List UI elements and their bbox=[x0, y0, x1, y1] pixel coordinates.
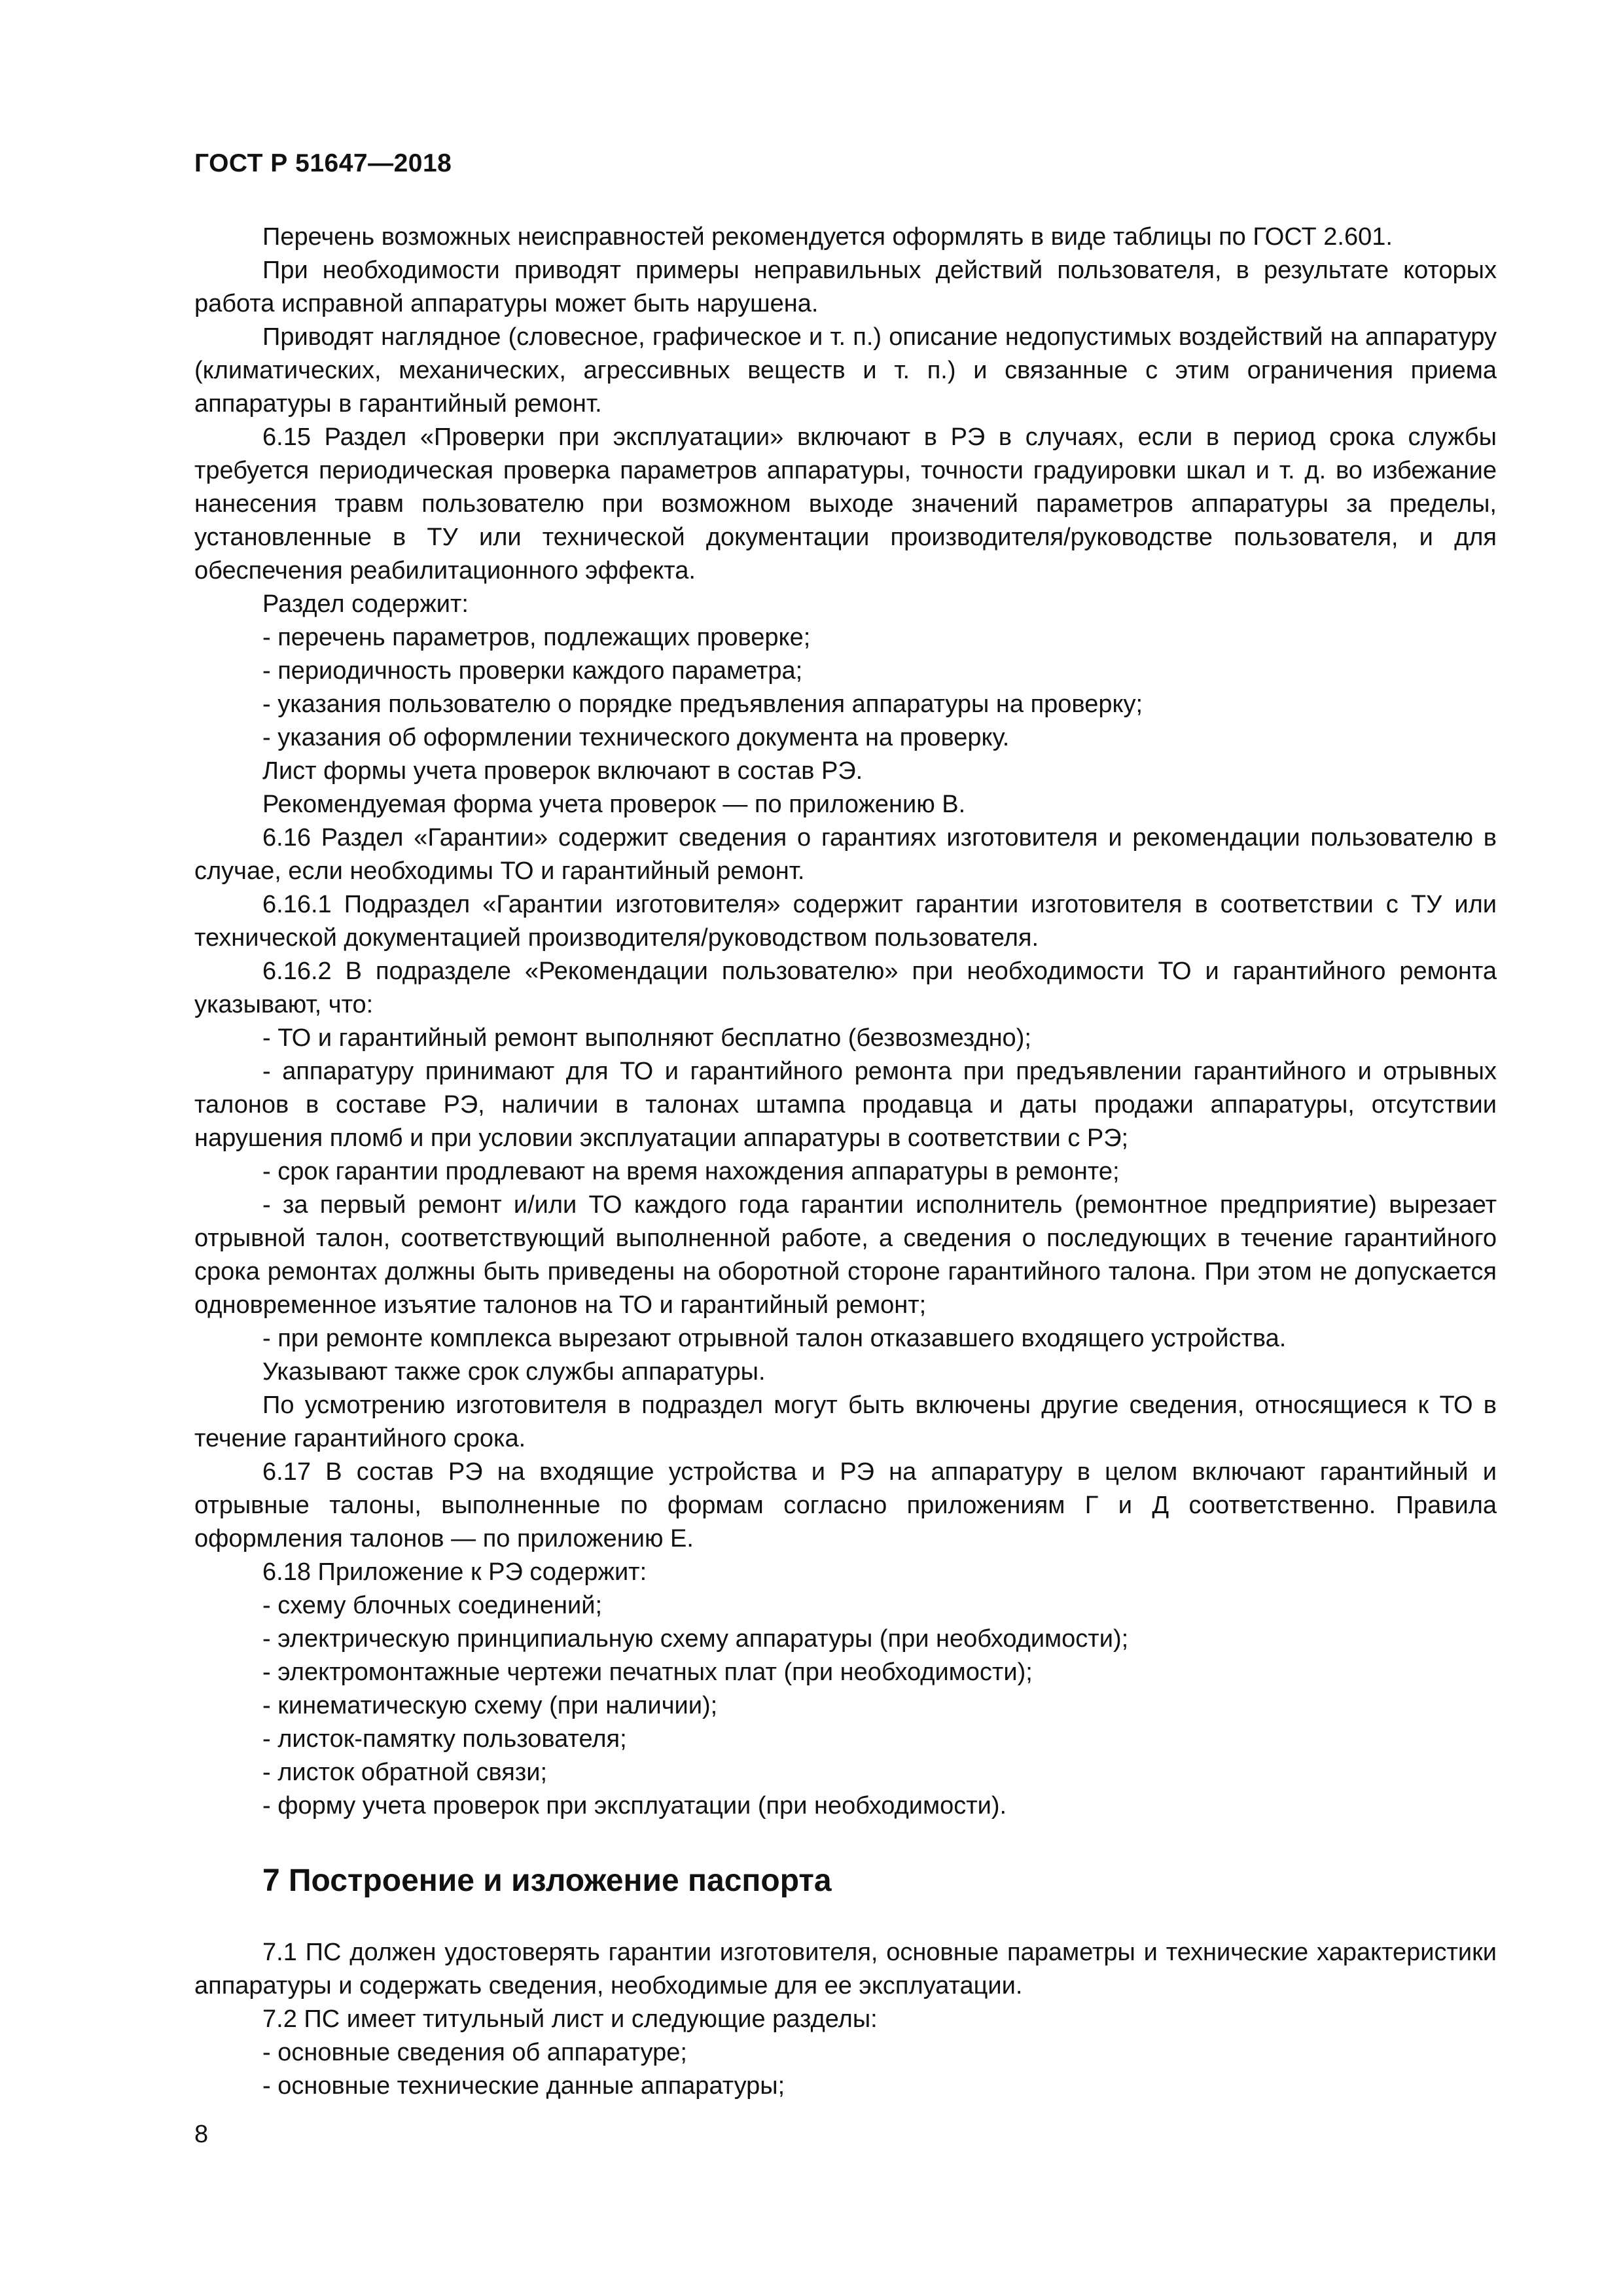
paragraph: 7.1 ПС должен удостоверять гарантии изготовителя, основные параметры и технические характеристики аппаратуры и содержать сведения, необходимые для ее эксплуатации. bbox=[194, 1939, 1497, 2000]
list-item: - схему блочных соединений; bbox=[262, 1592, 603, 1619]
paragraph: 7.2 ПС имеет титульный лист и следующие разделы: bbox=[262, 2005, 878, 2033]
list-item: - кинематическую схему (при наличии); bbox=[262, 1692, 718, 1719]
list-item: - за первый ремонт и/или ТО каждого года гарантии исполнитель (ремонтное предприятие) вырезает отрывной талон, соответствующий выполненной работе, а сведения о последующих в течение гарантийного срока ремонтах должны быть приведены на оборотной стороне гарантийного талона. При этом не допускается одновременное изъятие талонов на ТО и гарантийный ремонт; bbox=[194, 1191, 1497, 1319]
paragraph: По усмотрению изготовителя в подраздел могут быть включены другие сведения, относящиеся к ТО в течение гарантийного срока. bbox=[194, 1391, 1497, 1452]
paragraph: Перечень возможных неисправностей рекомендуется оформлять в виде таблицы по ГОСТ 2.601. bbox=[262, 223, 1393, 251]
standard-code: ГОСТ Р 51647—2018 bbox=[194, 149, 452, 177]
list-item: - указания об оформлении технического документа на проверку. bbox=[262, 724, 1010, 751]
paragraph: Указывают также срок службы аппаратуры. bbox=[262, 1358, 766, 1386]
section-heading: 7 Построение и изложение паспорта bbox=[262, 1863, 832, 1898]
list-item: - ТО и гарантийный ремонт выполняют бесплатно (безвозмездно); bbox=[262, 1024, 1031, 1052]
paragraph: 6.16.2 В подразделе «Рекомендации пользователю» при необходимости ТО и гарантийного ремонта указывают, что: bbox=[194, 958, 1497, 1018]
list-item: - электрическую принципиальную схему аппаратуры (при необходимости); bbox=[262, 1625, 1129, 1653]
paragraph: Лист формы учета проверок включают в состав РЭ. bbox=[262, 757, 863, 785]
list-item: - форму учета проверок при эксплуатации (при необходимости). bbox=[262, 1792, 1007, 1820]
list-item: - аппаратуру принимают для ТО и гарантийного ремонта при предъявлении гарантийного и отрывных талонов в составе РЭ, наличии в талонах штампа продавца и даты продажи аппаратуры, отсутствии нарушения пломб и при условии эксплуатации аппаратуры в соответствии с РЭ; bbox=[194, 1058, 1497, 1152]
paragraph: Рекомендуемая форма учета проверок — по приложению В. bbox=[262, 791, 966, 818]
list-item: - при ремонте комплекса вырезают отрывной талон отказавшего входящего устройства. bbox=[262, 1325, 1287, 1352]
list-item: - листок-памятку пользователя; bbox=[262, 1725, 627, 1753]
body-text bbox=[194, 221, 1497, 2103]
page-number: 8 bbox=[194, 2121, 209, 2148]
list-item: - указания пользователю о порядке предъявления аппаратуры на проверку; bbox=[262, 691, 1143, 718]
list-item: - электромонтажные чертежи печатных плат (при необходимости); bbox=[262, 1659, 1033, 1686]
paragraph: 6.16 Раздел «Гарантии» содержит сведения о гарантиях изготовителя и рекомендации пользователю в случае, если необходимы ТО и гарантийный ремонт. bbox=[194, 824, 1497, 885]
paragraph: При необходимости приводят примеры неправильных действий пользователя, в результате которых работа исправной аппаратуры может быть нарушена. bbox=[194, 257, 1497, 317]
list-item: - основные сведения об аппаратуре; bbox=[262, 2039, 687, 2066]
paragraph: 6.17 В состав РЭ на входящие устройства и РЭ на аппаратуру в целом включают гарантийный и отрывные талоны, выполненные по формам согласно приложениям Г и Д соответственно. Правила оформления талонов — по приложению Е. bbox=[194, 1458, 1497, 1552]
list-item: - срок гарантии продлевают на время нахождения аппаратуры в ремонте; bbox=[262, 1158, 1120, 1185]
paragraph: Приводят наглядное (словесное, графическое и т. п.) описание недопустимых воздействий на аппаратуру (климатических, механических, агрессивных веществ и т. п.) и связанные с этим ограничения приема аппаратуры в гарантийный ремонт. bbox=[194, 323, 1497, 418]
list-item: - листок обратной связи; bbox=[262, 1759, 548, 1786]
list-item: - периодичность проверки каждого параметра; bbox=[262, 657, 803, 685]
paragraph: 6.18 Приложение к РЭ содержит: bbox=[262, 1558, 647, 1586]
paragraph: Раздел содержит: bbox=[262, 590, 469, 618]
list-item: - перечень параметров, подлежащих проверке; bbox=[262, 624, 811, 651]
list-item: - основные технические данные аппаратуры; bbox=[262, 2072, 785, 2100]
paragraph: 6.15 Раздел «Проверки при эксплуатации» включают в РЭ в случаях, если в период срока службы требуется периодическая проверка параметров аппаратуры, точности градуировки шкал и т. д. во избежание нанесения травм пользователю при возможном выходе значений параметров аппаратуры за пределы, установленные в ТУ или технической документации производителя/руководстве пользователя, и для обеспечения реабилитационного эффекта. bbox=[194, 423, 1497, 584]
paragraph: 6.16.1 Подраздел «Гарантии изготовителя» содержит гарантии изготовителя в соответствии с ТУ или технической документацией производителя/руководством пользователя. bbox=[194, 891, 1497, 952]
